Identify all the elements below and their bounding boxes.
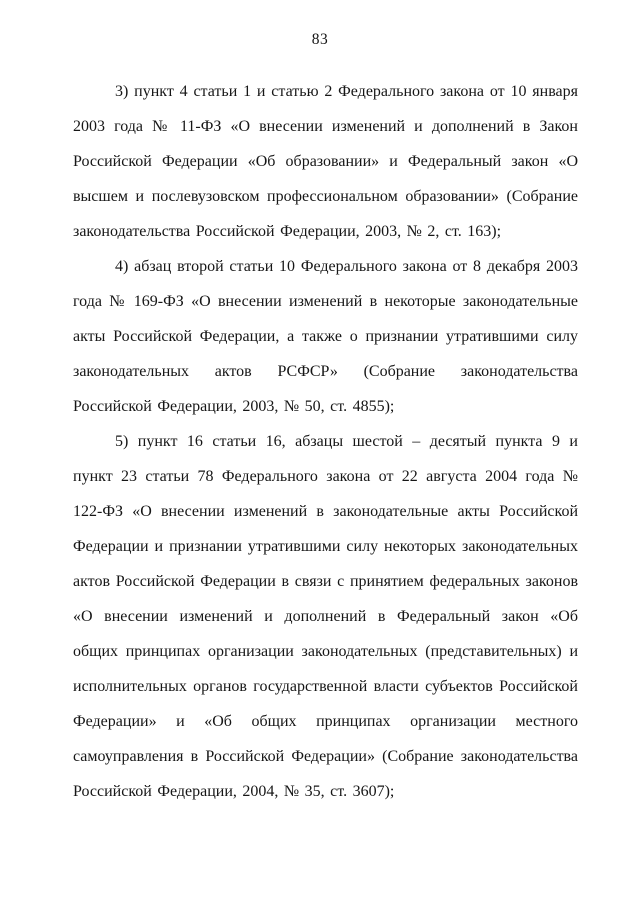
list-item-4: 4) абзац второй статьи 10 Федерального закона от 8 декабря 2003 года № 169-ФЗ «О внесении изменений в некоторые законодательные акты Российской Федерации, а также о признании утратившими силу законодательных актов РСФСР» (Собрание законодательства Российской Федерации, 2003, № 50, ст. 4855); — [73, 258, 578, 415]
list-item-5: 5) пункт 16 статьи 16, абзацы шестой – десятый пункта 9 и пункт 23 статьи 78 Федерального закона от 22 августа 2004 года № 122-ФЗ «О внесении изменений в законодательные акты Российской Федерации и признании утратившими силу некоторых законодательных актов Российской Федерации в связи с принятием федеральных законов «О внесении изменений и дополнений в Федеральный закон «Об общих принципах организации законодательных (представительных) и исполнительных органов государственной власти субъектов Российской Федерации» и «Об общих принципах организации местного самоуправления в Российской Федерации» (Собрание законодательства Российской Федерации, 2004, № 35, ст. 3607); — [73, 433, 578, 800]
list-item-3: 3) пункт 4 статьи 1 и статью 2 Федерального закона от 10 января 2003 года № 11-ФЗ «О внесении изменений и дополнений в Закон Российской Федерации «Об образовании» и Федеральный закон «О высшем и послевузовском профессиональном образовании» (Собрание законодательства Российской Федерации, 2003, № 2, ст. 163); — [73, 83, 578, 240]
page-number: 83 — [311, 31, 329, 48]
page-body — [73, 74, 578, 809]
